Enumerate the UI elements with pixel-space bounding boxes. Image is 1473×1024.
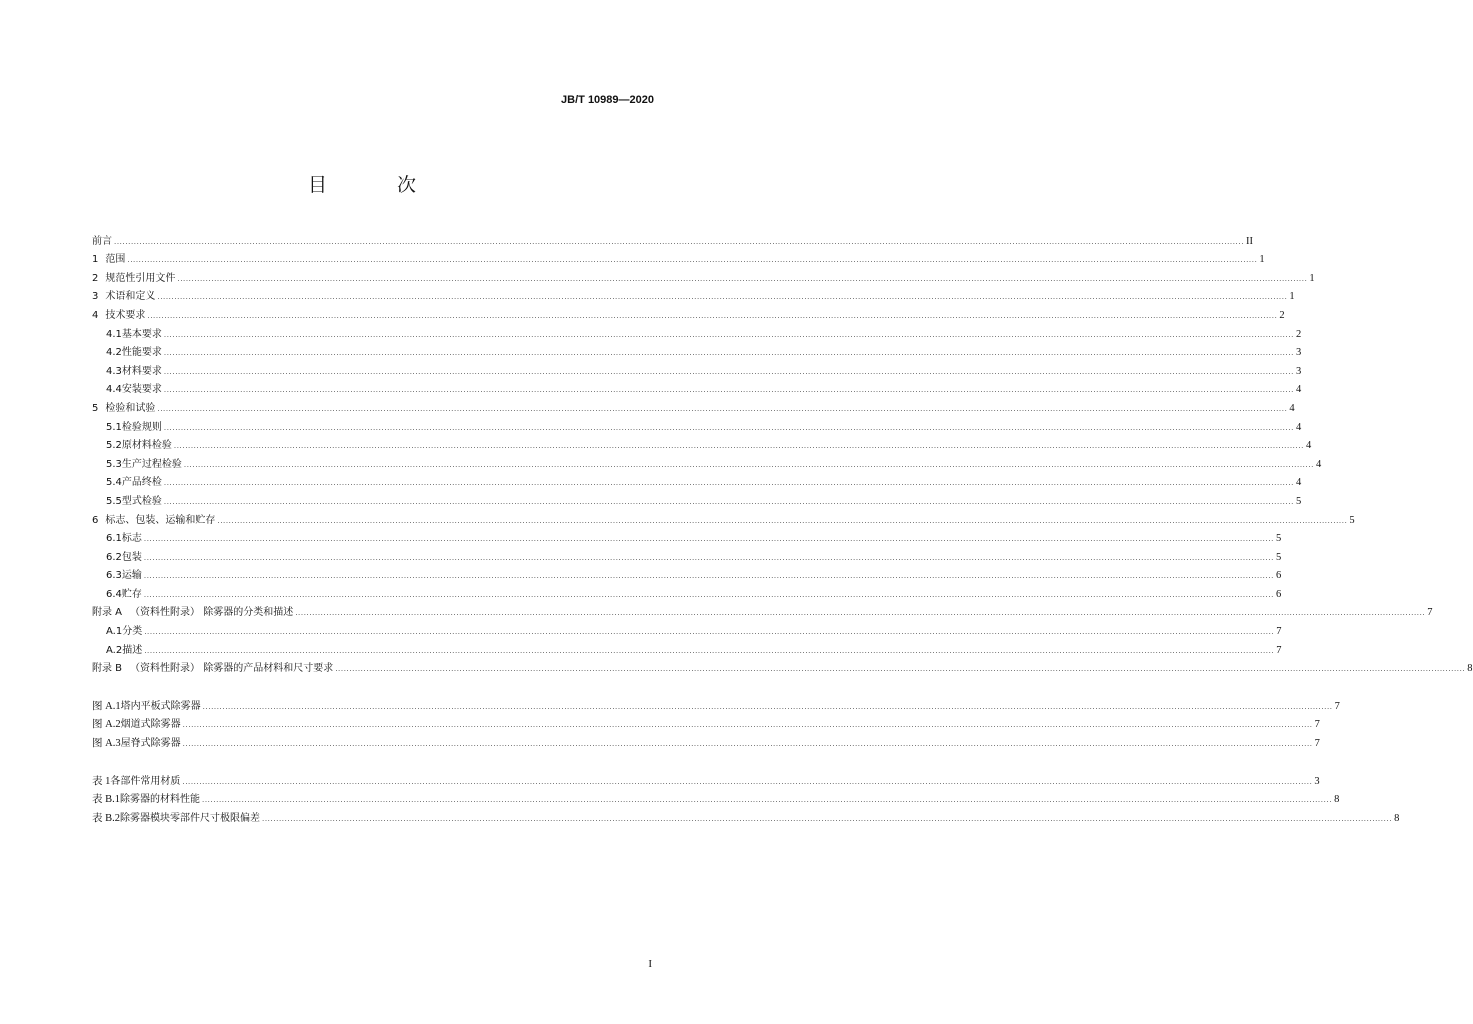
toc-entry-number: 5.5 [106,495,122,507]
table-of-contents [92,230,1473,826]
toc-entry-number: 4.4 [106,384,122,396]
toc-entry-page: 7 [1314,738,1320,750]
toc-entry-page: 8 [1394,812,1400,824]
toc-entry-page: 1 [1289,291,1295,303]
toc-entry-page: 2 [1279,309,1285,321]
toc-entry-number: 5 [92,402,99,414]
toc-leader-dots: ................................................................................................................................................................................................................................................................................................................................................................................................................ [173,442,1304,451]
toc-entry-page: 7 [1427,607,1433,619]
toc-entry-page: 7 [1276,626,1282,638]
toc-leader-dots: ................................................................................................................................................................................................................................................................................................................................................................................................................ [262,814,1393,823]
toc-entry-number: 5.2 [106,440,122,452]
toc-entry-label: 除雾器的材料性能 [120,794,201,806]
toc-entry-number: 表 B.1 [92,794,121,806]
toc-entry-number: 图 A.2 [92,719,121,731]
toc-leader-dots: ................................................................................................................................................................................................................................................................................................................................................................................................................ [335,665,1466,674]
toc-entry-page: 1 [1259,254,1265,266]
toc-entry-label: （资料性附录） 除雾器的产品材料和尺寸要求 [130,663,334,675]
toc-entry-label: 描述 [122,644,143,656]
toc-entry-label: 标志、包装、运输和贮存 [105,514,216,526]
toc-entry-label: 烟道式除雾器 [120,719,181,731]
toc-entry[interactable] [92,490,1302,509]
toc-entry[interactable] [92,789,1340,808]
toc-leader-dots: ................................................................................................................................................................................................................................................................................................................................................................................................................ [217,516,1348,525]
toc-entry[interactable] [92,509,1355,528]
toc-entry-label: 范围 [105,254,126,266]
toc-entry-label: 型式检验 [121,495,162,507]
toc-entry[interactable] [92,286,1295,305]
toc-entry-label: 性能要求 [121,347,162,359]
toc-entry-label: 基本要求 [121,328,162,340]
toc-entry-page: 8 [1334,794,1340,806]
toc-entry-page: 5 [1275,551,1282,563]
toc-entry-number: 6.1 [106,533,122,545]
toc-entry-label: 前言 [92,235,112,247]
toc-leader-dots: ................................................................................................................................................................................................................................................................................................................................................................................................................ [157,293,1288,302]
toc-entry-label: 屋脊式除雾器 [120,738,181,750]
toc-entry-number: 图 A.1 [92,700,121,712]
toc-leader-dots: ................................................................................................................................................................................................................................................................................................................................................................................................................ [163,497,1294,506]
toc-entry[interactable] [92,416,1302,435]
toc-entry[interactable] [92,732,1320,751]
toc-entry-page: 3 [1295,365,1302,377]
toc-leader-dots: ................................................................................................................................................................................................................................................................................................................................................................................................................ [147,311,1278,320]
toc-entry-page: 3 [1295,347,1302,359]
toc-entry-number: A.2 [106,644,123,656]
toc-entry-page: 6 [1275,588,1282,600]
toc-leader-dots: ................................................................................................................................................................................................................................................................................................................................................................................................................ [183,460,1314,469]
toc-leader-dots: ................................................................................................................................................................................................................................................................................................................................................................................................................ [177,274,1308,283]
toc-leader-dots: ................................................................................................................................................................................................................................................................................................................................................................................................................ [295,609,1426,618]
toc-entry[interactable] [92,583,1282,602]
toc-entry[interactable] [92,658,1473,677]
toc-entry-page: 7 [1314,719,1320,731]
toc-entry-page: 4 [1305,440,1312,452]
toc-entry-page: 7 [1276,644,1282,656]
toc-entry-label: 运输 [121,570,142,582]
toc-entry-page: 5 [1349,514,1355,526]
toc-entry[interactable] [92,249,1265,268]
toc-leader-dots: ................................................................................................................................................................................................................................................................................................................................................................................................................ [182,777,1313,786]
toc-entry-label: 安装要求 [121,384,162,396]
toc-entry[interactable] [92,620,1282,639]
toc-entry[interactable] [92,602,1433,621]
toc-entry-label: 材料要求 [121,365,162,377]
toc-entry-number: 6.2 [106,551,122,563]
toc-entry[interactable] [92,770,1320,789]
toc-entry[interactable] [92,695,1340,714]
toc-leader-dots: ................................................................................................................................................................................................................................................................................................................................................................................................................ [114,237,1245,246]
toc-entry-number: 5.4 [106,477,122,489]
toc-entry-number: 4.1 [106,328,122,340]
toc-entry-page: 3 [1314,775,1320,787]
toc-entry-label: 检验和试验 [105,402,156,414]
toc-entry-label: 贮存 [121,588,142,600]
toc-entry-page: 4 [1295,421,1302,433]
toc-entry-number: 5.1 [106,421,122,433]
toc-entry-label: 包装 [121,551,142,563]
toc-title: 目 次 [307,174,449,196]
toc-entry-label: （资料性附录） 除雾器的分类和描述 [130,607,294,619]
toc-leader-dots: ................................................................................................................................................................................................................................................................................................................................................................................................................ [143,535,1274,544]
toc-leader-dots: ................................................................................................................................................................................................................................................................................................................................................................................................................ [182,721,1313,730]
toc-entry-page: 4 [1289,402,1295,414]
toc-leader-dots: ................................................................................................................................................................................................................................................................................................................................................................................................................ [144,646,1275,655]
toc-entry[interactable] [92,453,1322,472]
toc-entry-number: 4.2 [106,347,122,359]
toc-entry-label: 各部件常用材质 [110,775,181,787]
toc-entry-number: 附录 B [92,663,123,675]
toc-entry-page: 1 [1309,272,1315,284]
toc-entry-label: 术语和定义 [105,291,156,303]
toc-entry-page: 7 [1334,700,1340,712]
toc-entry[interactable] [92,397,1295,416]
toc-entry[interactable] [92,546,1282,565]
toc-leader-dots: ................................................................................................................................................................................................................................................................................................................................................................................................................ [163,479,1294,488]
toc-entry-page: 6 [1275,570,1282,582]
toc-entry[interactable] [92,435,1312,454]
toc-entry-page: 5 [1275,533,1282,545]
toc-entry[interactable] [92,528,1282,547]
toc-leader-dots: ................................................................................................................................................................................................................................................................................................................................................................................................................ [163,423,1294,432]
toc-leader-dots: ................................................................................................................................................................................................................................................................................................................................................................................................................ [202,702,1333,711]
toc-entry-page: 8 [1467,663,1473,675]
toc-leader-dots: ................................................................................................................................................................................................................................................................................................................................................................................................................ [163,330,1294,339]
toc-entry-page: 4 [1295,477,1302,489]
toc-entry[interactable] [92,639,1282,658]
toc-entry-number: 表 1 [92,775,111,787]
toc-entry-label: 技术要求 [105,309,146,321]
toc-entry[interactable] [92,379,1302,398]
toc-entry-page: 4 [1295,384,1302,396]
toc-entry-page: II [1246,235,1254,247]
toc-leader-dots: ................................................................................................................................................................................................................................................................................................................................................................................................................ [127,256,1258,265]
toc-leader-dots: ................................................................................................................................................................................................................................................................................................................................................................................................................ [163,349,1294,358]
toc-entry-number: 2 [92,272,99,284]
toc-entry[interactable] [92,807,1400,826]
toc-leader-dots: ................................................................................................................................................................................................................................................................................................................................................................................................................ [202,796,1333,805]
toc-leader-dots: ................................................................................................................................................................................................................................................................................................................................................................................................................ [143,590,1274,599]
toc-entry-label: 原材料检验 [121,440,172,452]
toc-entry-number: 6 [92,514,99,526]
toc-entry[interactable] [92,267,1315,286]
toc-entry-number: 3 [92,291,99,303]
toc-leader-dots: ................................................................................................................................................................................................................................................................................................................................................................................................................ [163,386,1294,395]
toc-entry-page: 4 [1315,458,1322,470]
toc-entry[interactable] [92,472,1302,491]
toc-leader-dots: ................................................................................................................................................................................................................................................................................................................................................................................................................ [144,628,1275,637]
toc-entry-number: 6.3 [106,570,122,582]
toc-entry-label: 产品终检 [121,477,162,489]
toc-entry-label: 生产过程检验 [121,458,182,470]
toc-entry-number: 1 [92,254,99,266]
toc-leader-dots: ................................................................................................................................................................................................................................................................................................................................................................................................................ [157,404,1288,413]
toc-entry[interactable] [92,230,1254,249]
toc-entry-label: 规范性引用文件 [105,272,176,284]
toc-entry-label: 塔内平板式除雾器 [120,700,201,712]
toc-entry-label: 分类 [122,626,143,638]
toc-entry[interactable] [92,342,1302,361]
toc-entry[interactable] [92,323,1302,342]
toc-entry-number: 4 [92,309,99,321]
toc-entry-label: 检验规则 [121,421,162,433]
toc-entry-number: 图 A.3 [92,738,121,750]
toc-entry-page: 5 [1295,495,1302,507]
toc-entry-number: 表 B.2 [92,812,121,824]
toc-entry-number: A.1 [106,626,123,638]
toc-entry-number: 5.3 [106,458,122,470]
toc-entry[interactable] [92,565,1282,584]
toc-leader-dots: ................................................................................................................................................................................................................................................................................................................................................................................................................ [143,553,1274,562]
toc-entry[interactable] [92,714,1320,733]
toc-leader-dots: ................................................................................................................................................................................................................................................................................................................................................................................................................ [143,572,1274,581]
toc-entry-label: 标志 [121,533,142,545]
toc-entry-label: 除雾器模块零部件尺寸极限偏差 [120,812,261,824]
toc-entry-number: 附录 A [92,607,123,619]
standard-code: JB/T 10989—2020 [561,94,654,106]
toc-entry-page: 2 [1295,328,1302,340]
page-number: I [648,958,652,970]
toc-entry-number: 6.4 [106,588,122,600]
toc-entry[interactable] [92,304,1285,323]
toc-leader-dots: ................................................................................................................................................................................................................................................................................................................................................................................................................ [163,367,1294,376]
toc-leader-dots: ................................................................................................................................................................................................................................................................................................................................................................................................................ [182,740,1313,749]
toc-entry-number: 4.3 [106,365,122,377]
toc-entry[interactable] [92,360,1302,379]
